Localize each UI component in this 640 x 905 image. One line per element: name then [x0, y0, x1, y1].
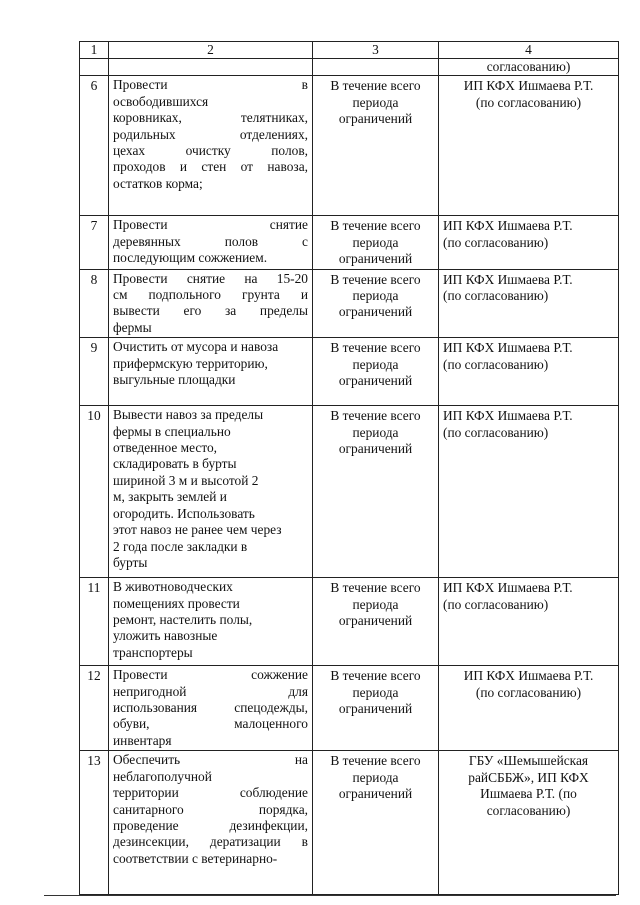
term-line: ограничений [338, 441, 413, 457]
responsible-cell [439, 76, 619, 216]
task-line: проведение дезинфекции, [113, 817, 308, 833]
row-number: 9 [80, 338, 109, 406]
table-row [80, 578, 619, 666]
responsible-cell [439, 269, 619, 338]
term-line: В течение всего [330, 668, 421, 684]
task-line: вывести его за пределы [113, 303, 308, 319]
term-line: периода [352, 769, 399, 785]
task-line: шириной 3 м и высотой 2 [113, 472, 259, 488]
term-cell [313, 406, 439, 578]
task-line: санитарного порядка, [113, 801, 308, 817]
responsible-line: ИП КФХ Ишмаева Р.Т. [443, 408, 573, 424]
continuation-row [80, 59, 619, 76]
row-number: 13 [80, 751, 109, 895]
task-line: прифермскую территорию, [113, 355, 268, 371]
term-line: ограничений [338, 304, 413, 320]
task-line: уложить навозные [113, 628, 218, 644]
task-line: этот навоз не ранее чем через [113, 522, 282, 538]
page-bottom-rule [44, 895, 616, 896]
continuation-term [313, 59, 439, 76]
header-col-2: 2 [109, 42, 313, 59]
responsible-line: райСББЖ», ИП КФХ [468, 769, 589, 785]
task-line: Провести снятие на 15-20 [113, 270, 308, 286]
task-line: фермы в специально [113, 423, 231, 439]
table-row [80, 216, 619, 269]
task-cell [109, 338, 313, 406]
row-number: 12 [80, 666, 109, 751]
row-number: 11 [80, 578, 109, 666]
term-line: В течение всего [330, 271, 421, 287]
responsible-line: ИП КФХ Ишмаева Р.Т. [443, 580, 573, 596]
responsible-line: (по согласованию) [443, 424, 549, 440]
task-line: 2 года после закладки в [113, 538, 248, 554]
continuation-task [109, 59, 313, 76]
task-line: выгульные площадки [113, 372, 236, 388]
term-line: периода [352, 684, 399, 700]
row-number: 6 [80, 76, 109, 216]
responsible-cell [439, 338, 619, 406]
responsible-cell [439, 216, 619, 269]
term-line: В течение всего [330, 408, 421, 424]
continuation-resp: согласованию) [439, 59, 619, 76]
responsible-line: (по согласованию) [443, 356, 549, 372]
responsible-line: ИП КФХ Ишмаева Р.Т. [463, 78, 594, 94]
task-cell [109, 751, 313, 895]
term-line: В течение всего [330, 580, 421, 596]
task-cell [109, 269, 313, 338]
task-line: коровниках, телятниках, [113, 110, 308, 126]
task-line: отведенное место, [113, 440, 218, 456]
task-line: Вывести навоз за пределы [113, 407, 264, 423]
task-line: инвентаря [113, 732, 172, 748]
responsible-line: ИП КФХ Ишмаева Р.Т. [443, 340, 573, 356]
term-line: В течение всего [330, 218, 421, 234]
task-line: огородить. Использовать [113, 505, 255, 521]
term-line: периода [352, 596, 399, 612]
task-line: освободившихся [113, 93, 209, 109]
task-line: Обеспечить на [113, 752, 308, 768]
term-cell [313, 751, 439, 895]
term-cell [313, 338, 439, 406]
term-cell [313, 76, 439, 216]
header-col-1: 1 [80, 42, 109, 59]
task-line: обуви, малоценного [113, 716, 308, 732]
task-line: остатков корма; [113, 175, 203, 191]
term-cell [313, 269, 439, 338]
task-cell [109, 406, 313, 578]
task-cell [109, 76, 313, 216]
responsible-line: Ишмаева Р.Т. (по [480, 786, 577, 802]
task-line: фермы [113, 319, 152, 335]
responsible-line: ИП КФХ Ишмаева Р.Т. [443, 271, 573, 287]
task-line: Очистить от мусора и навоза [113, 339, 279, 355]
table-row [80, 751, 619, 895]
row-number: 7 [80, 216, 109, 269]
term-cell [313, 216, 439, 269]
responsible-line: (по согласованию) [443, 288, 549, 304]
responsible-line: ГБУ «Шемышейская [468, 753, 589, 769]
table-row [80, 76, 619, 216]
task-line: территории соблюдение [113, 785, 308, 801]
row-number: 10 [80, 406, 109, 578]
task-line: транспортеры [113, 644, 193, 660]
task-line: ремонт, настелить полы, [113, 612, 253, 628]
task-cell [109, 216, 313, 269]
table-row [80, 666, 619, 751]
header-col-4: 4 [439, 42, 619, 59]
responsible-line: ИП КФХ Ишмаева Р.Т. [463, 668, 594, 684]
task-line: непригодной для [113, 683, 308, 699]
responsible-line: ИП КФХ Ишмаева Р.Т. [443, 218, 573, 234]
task-line: Провести в [113, 77, 308, 93]
task-line: цехах очистку полов, [113, 143, 308, 159]
responsible-line: (по согласованию) [443, 596, 549, 612]
task-line: помещениях провести [113, 595, 240, 611]
responsible-cell [439, 406, 619, 578]
responsible-cell [439, 666, 619, 751]
responsible-line: (по согласованию) [475, 94, 582, 110]
task-line: Провести снятие [113, 217, 308, 233]
term-line: ограничений [338, 111, 413, 127]
responsible-line: согласованию) [486, 802, 571, 818]
row-number: 8 [80, 269, 109, 338]
task-line: В животноводческих [113, 579, 233, 595]
term-line: периода [352, 424, 399, 440]
responsible-line: (по согласованию) [443, 234, 549, 250]
task-line: использования спецодежды, [113, 700, 308, 716]
continuation-num [80, 59, 109, 76]
term-line: периода [352, 234, 399, 250]
table-row [80, 269, 619, 338]
term-line: ограничений [338, 613, 413, 629]
task-line: см подпольного грунта и [113, 287, 308, 303]
term-line: периода [352, 94, 399, 110]
term-line: ограничений [338, 786, 413, 802]
task-line: складировать в бурты [113, 456, 237, 472]
header-col-3: 3 [313, 42, 439, 59]
header-row [80, 42, 619, 59]
responsible-line: (по согласованию) [475, 684, 582, 700]
term-line: ограничений [338, 373, 413, 389]
task-line: дезинсекции, дератизации в [113, 834, 308, 850]
task-line: деревянных полов с [113, 233, 308, 249]
task-line: проходов и стен от навоза, [113, 159, 308, 175]
term-line: периода [352, 356, 399, 372]
responsible-cell [439, 578, 619, 666]
task-cell [109, 666, 313, 751]
task-line: соответствии с ветеринарно- [113, 850, 278, 866]
task-line: последующим сожжением. [113, 250, 268, 266]
term-line: периода [352, 288, 399, 304]
term-line: ограничений [338, 701, 413, 717]
term-line: В течение всего [330, 78, 421, 94]
task-line: родильных отделениях, [113, 126, 308, 142]
measures-table [79, 41, 619, 895]
table-row [80, 406, 619, 578]
term-cell [313, 578, 439, 666]
task-line: Провести сожжение [113, 667, 308, 683]
term-line: В течение всего [330, 340, 421, 356]
term-line: В течение всего [330, 753, 421, 769]
table-row [80, 338, 619, 406]
responsible-cell [439, 751, 619, 895]
term-cell [313, 666, 439, 751]
task-line: бурты [113, 554, 148, 570]
task-line: неблагополучной [113, 768, 212, 784]
task-line: м, закрыть землей и [113, 489, 227, 505]
task-cell [109, 578, 313, 666]
term-line: ограничений [338, 251, 413, 267]
